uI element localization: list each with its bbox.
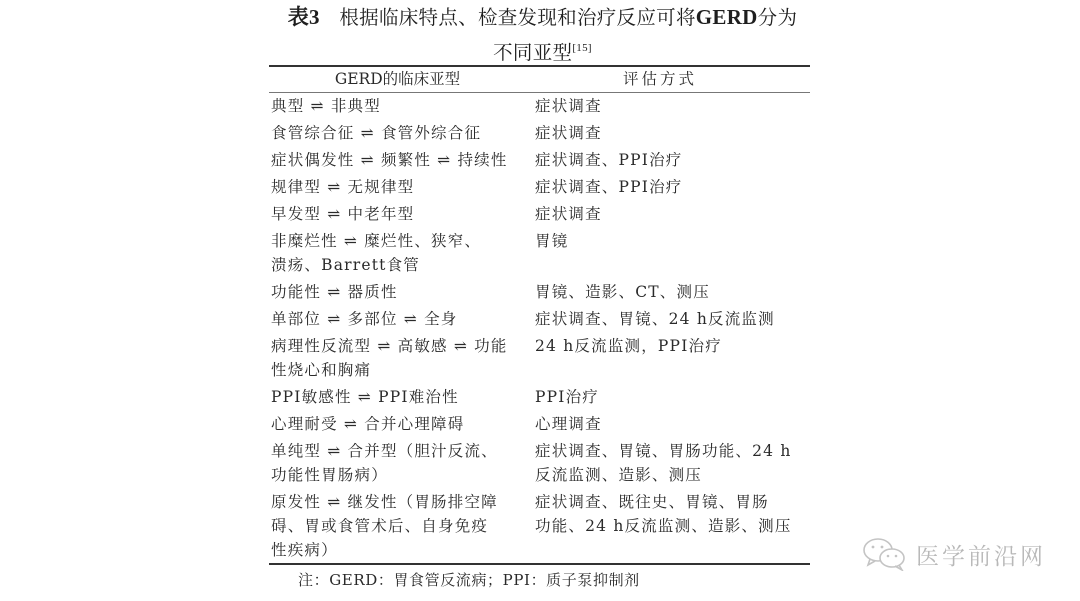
table-row	[271, 147, 811, 174]
cell-subtype: 非糜烂性 ⇌ 糜烂性、狭窄、 溃疡、Barrett食管	[271, 232, 482, 274]
table-row	[271, 333, 811, 384]
cell-subtype: 规律型 ⇌ 无规律型	[271, 178, 415, 196]
cell-assessment: PPI治疗	[535, 388, 599, 406]
cell-assessment: 症状调查、胃镜、24 h反流监测	[535, 310, 775, 328]
cell-assessment: 心理调查	[535, 415, 602, 433]
table-title	[270, 2, 815, 68]
table-label: 表3	[287, 5, 320, 29]
cell-assessment: 症状调查、PPI治疗	[535, 151, 683, 169]
cell-assessment: 24 h反流监测，PPI治疗	[535, 337, 722, 355]
title-line2-text: 不同亚型	[493, 41, 573, 64]
title-reference: [15]	[572, 42, 592, 54]
title-line-2	[270, 33, 815, 68]
cell-assessment: 胃镜、造影、CT、测压	[535, 283, 710, 301]
cell-subtype: 症状偶发性 ⇌ 频繁性 ⇌ 持续性	[271, 151, 508, 169]
cell-assessment: 胃镜	[535, 232, 569, 250]
wechat-icon	[862, 537, 908, 571]
cell-assessment: 症状调查、既往史、胃镜、胃肠 功能、24 h反流监测、造影、测压	[535, 493, 792, 535]
cell-subtype: 典型 ⇌ 非典型	[271, 97, 381, 115]
cell-subtype: 早发型 ⇌ 中老年型	[271, 205, 415, 223]
cell-subtype: 病理性反流型 ⇌ 高敏感 ⇌ 功能 性烧心和胸痛	[271, 337, 508, 379]
cell-assessment: 症状调查、PPI治疗	[535, 178, 683, 196]
table-footnote: 注：GERD：胃食管反流病；PPI：质子泵抑制剂	[298, 571, 640, 589]
cell-subtype: 功能性 ⇌ 器质性	[271, 283, 398, 301]
title-line-1	[270, 2, 815, 33]
cell-subtype: 食管综合征 ⇌ 食管外综合征	[271, 124, 482, 142]
table-row	[271, 411, 811, 438]
table-row	[271, 438, 811, 489]
cell-subtype: 单部位 ⇌ 多部位 ⇌ 全身	[271, 310, 458, 328]
cell-assessment: 症状调查、胃镜、胃肠功能、24 h 反流监测、造影、测压	[535, 442, 792, 484]
table-row	[271, 228, 811, 279]
cell-subtype: 单纯型 ⇌ 合并型（胆汁反流、 功能性胃肠病）	[271, 442, 498, 484]
table-row	[271, 489, 811, 564]
table-row	[271, 120, 811, 147]
cell-assessment: 症状调查	[535, 97, 602, 115]
column-header-subtype: GERD的临床亚型	[334, 70, 461, 88]
table-row	[271, 279, 811, 306]
table-row	[271, 93, 811, 120]
cell-subtype: 心理耐受 ⇌ 合并心理障碍	[271, 415, 465, 433]
cell-assessment: 症状调查	[535, 205, 602, 223]
table-bottom-rule	[269, 563, 810, 565]
watermark	[862, 537, 1046, 571]
title-bold-term: GERD	[695, 5, 758, 29]
title-text-before: 根据临床特点、检查发现和治疗反应可将	[339, 6, 696, 29]
table-body	[271, 93, 811, 564]
cell-assessment: 症状调查	[535, 124, 602, 142]
cell-subtype: PPI敏感性 ⇌ PPI难治性	[271, 388, 459, 406]
table-row	[271, 306, 811, 333]
column-header-assessment: 评估方式	[622, 70, 697, 88]
table-row	[271, 174, 811, 201]
table-row	[271, 384, 811, 411]
title-text-after: 分为	[757, 6, 798, 29]
cell-subtype: 原发性 ⇌ 继发性（胃肠排空障 碍、胃或食管术后、自身免疫 性疾病）	[271, 493, 498, 559]
table-row	[271, 201, 811, 228]
watermark-text: 医学前沿网	[916, 543, 1046, 570]
